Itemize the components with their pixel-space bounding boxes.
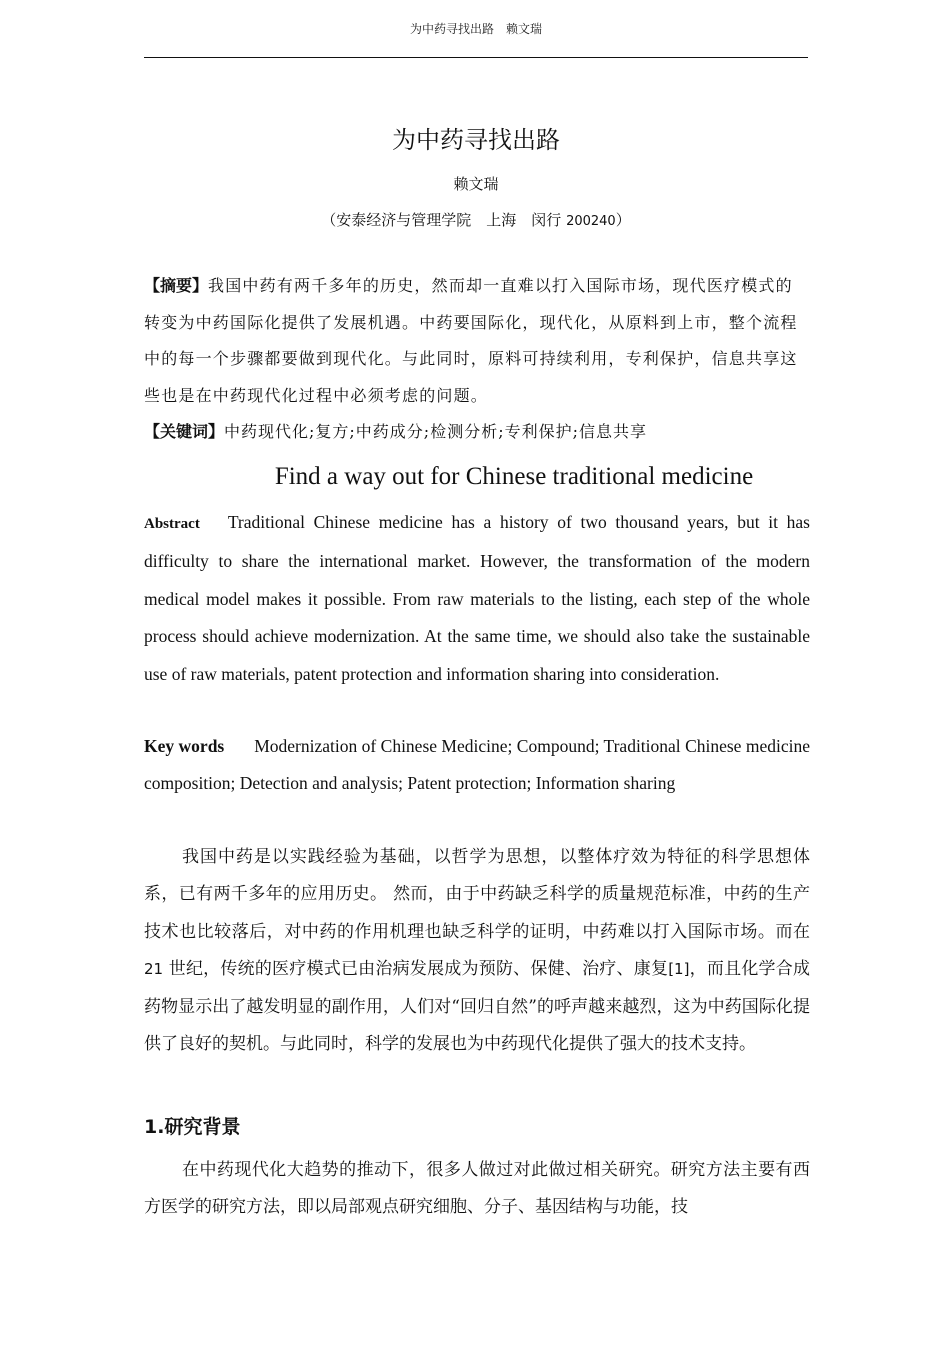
abstract-en-label: Abstract (144, 516, 200, 532)
paper-title-en: Find a way out for Chinese traditional medicine (274, 463, 754, 490)
section-heading-1: 1.研究背景 (144, 1116, 241, 1138)
intro-text-1: 我国中药是以实践经验为基础，以哲学为思想，以整体疗效为特征的科学思想体系，已有两千多年的应用历史。 然而，由于中药缺乏科学的质量规范标准，中药的生产技术也比较落后，对中药的作用机理也缺乏科学的证明，中药难以打入国际市场。而在 (144, 847, 810, 942)
intro-text-3: ，而且化学合成药物显示出了越发明显的副作用，人们对“回归自然”的呼声越来越烈，这为中药国际化提供了良好的契机。与此同时，科学的发展也为中药现代化提供了强大的技术支持。 (144, 959, 810, 1055)
abstract-en (144, 504, 810, 693)
affiliation-text: （安泰经济与管理学院 上海 闵行 (321, 211, 567, 229)
paper-title-zh: 为中药寻找出路 (392, 126, 560, 154)
abstract-zh (144, 268, 810, 414)
running-header: 为中药寻找出路 赖文瑞 (409, 22, 542, 36)
intro-text-2: 世纪，传统的医疗模式已由治病发展成为预防、保健、治疗、康复 (163, 959, 669, 980)
author-name: 赖文瑞 (453, 175, 499, 193)
keywords-en-text: Modernization of Chinese Medicine; Compound; Traditional Chinese medicine composition; Detection and analysis; Patent protection; Information sharing (144, 736, 810, 794)
keywords-en-label: Key words (144, 736, 225, 756)
affiliation-postcode: 200240 (566, 214, 616, 229)
abstract-en-text: Traditional Chinese medicine has a history of two thousand years, but it has difficulty to share the international market. However, the transformation of the modern medical model makes it possible. From raw materials to the listing, each step of the whole process should achieve modernization. At the same time, we should also take the sustainable use of raw materials, patent protection and information sharing into consideration. (144, 512, 810, 684)
abstract-zh-text: 我国中药有两千多年的历史，然而却一直难以打入国际市场，现代医疗模式的转变为中药国际化提供了发展机遇。中药要国际化，现代化，从原料到上市，整个流程中的每一个步骤都要做到现代化。与此同时，原料可持续利用，专利保护，信息共享这些也是在中药现代化过程中必须考虑的问题。 (144, 276, 798, 405)
header-rule (144, 57, 808, 58)
citation-ref: [1] (668, 960, 690, 979)
keywords-zh-label: 【关键词】 (144, 422, 225, 441)
keywords-en (144, 728, 810, 803)
intro-paragraph (144, 839, 810, 1063)
intro-century: 21 (144, 960, 164, 979)
keywords-zh (144, 414, 810, 450)
keywords-zh-text: 中药现代化;复方;中药成分;检测分析;专利保护;信息共享 (224, 422, 647, 441)
section-1-paragraph: 在中药现代化大趋势的推动下，很多人做过对此做过相关研究。研究方法主要有西方医学的研究方法，即以局部观点研究细胞、分子、基因结构与功能，技 (144, 1160, 810, 1218)
author-affiliation (144, 208, 808, 234)
affiliation-close: ） (615, 211, 631, 229)
abstract-zh-label: 【摘要】 (144, 276, 209, 295)
